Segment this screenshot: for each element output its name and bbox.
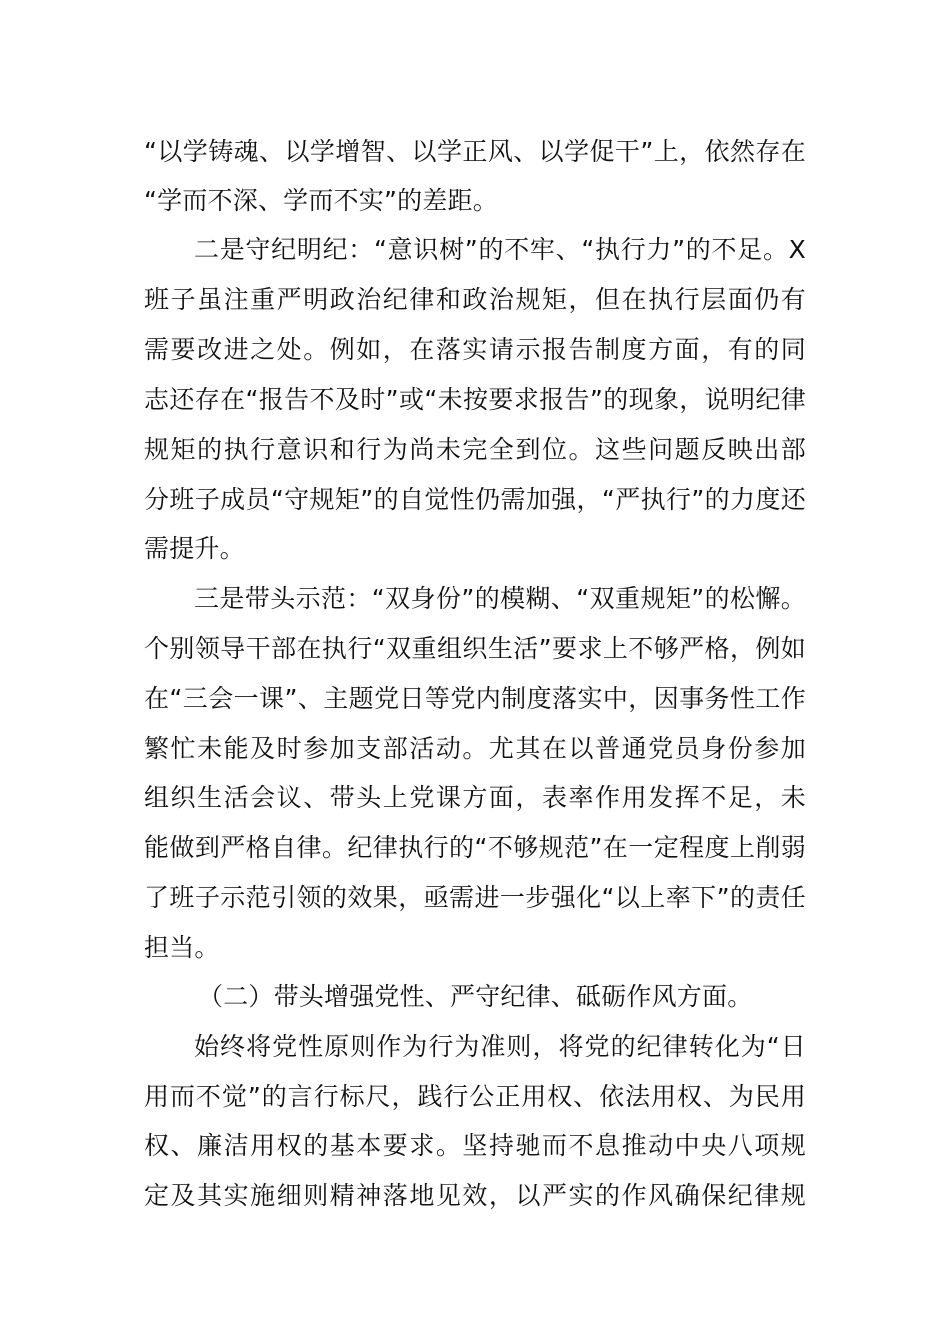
paragraph-line: 规矩的执行意识和行为尚未完全到位。这些问题反映出部: [144, 435, 806, 464]
paragraph-line: 组织生活会议、带头上党课方面，表率作用发挥不足，未: [144, 783, 806, 812]
section-heading: （二）带头增强党性、严守纪律、砥砺作风方面。: [198, 982, 753, 1011]
paragraph-line: 需要改进之处。例如，在落实请示报告制度方面，有的同: [144, 335, 806, 364]
paragraph-line: 三是带头示范：“双身份”的模糊、“双重规矩”的松懈。: [194, 584, 806, 613]
paragraph-line: 班子虽注重严明政治纪律和政治规矩，但在执行层面仍有: [144, 285, 806, 314]
paragraph-line: 在“三会一课”、主题党日等党内制度落实中，因事务性工作: [144, 684, 806, 713]
paragraph-line: 二是守纪明纪：“意识树”的不牢、“执行力”的不足。X: [194, 235, 806, 264]
paragraph-line: 定及其实施细则精神落地见效，以严实的作风确保纪律规: [144, 1181, 806, 1210]
paragraph-line: 繁忙未能及时参加支部活动。尤其在以普通党员身份参加: [144, 734, 806, 763]
paragraph-line: 担当。: [144, 933, 220, 962]
paragraph-line: “学而不深、学而不实”的差距。: [144, 186, 498, 215]
paragraph-line: 志还存在“报告不及时”或“未按要求报告”的现象，说明纪律: [144, 385, 806, 414]
paragraph-line: “以学铸魂、以学增智、以学正风、以学促干”上，依然存在: [144, 137, 806, 166]
paragraph-line: 需提升。: [144, 534, 245, 563]
paragraph-line: 分班子成员“守规矩”的自觉性仍需加强，“严执行”的力度还: [144, 485, 806, 514]
paragraph-line: 权、廉洁用权的基本要求。坚持驰而不息推动中央八项规: [144, 1131, 806, 1160]
paragraph-line: 了班子示范引领的效果，亟需进一步强化“以上率下”的责任: [144, 883, 806, 912]
paragraph-line: 用而不觉”的言行标尺，践行公正用权、依法用权、为民用: [144, 1082, 806, 1111]
paragraph-line: 始终将党性原则作为行为准则，将党的纪律转化为“日: [194, 1032, 806, 1061]
paragraph-line: 个别领导干部在执行“双重组织生活”要求上不够严格，例如: [144, 634, 806, 663]
paragraph-line: 能做到严格自律。纪律执行的“不够规范”在一定程度上削弱: [144, 833, 806, 862]
